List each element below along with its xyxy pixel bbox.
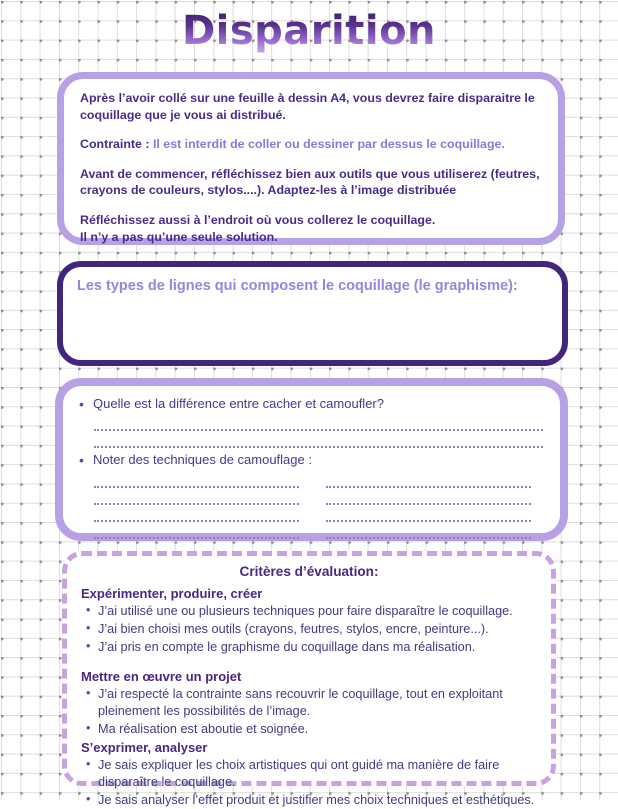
question-2: • Noter des techniques de camouflage :: [76, 452, 546, 469]
criteria-item: • Je sais analyser l’effet produit et justifier mes choix techniques et esthétiques.: [81, 792, 537, 809]
answer-line: [326, 471, 531, 488]
answer-line: [94, 505, 299, 522]
graphisme-box: [57, 261, 568, 366]
criteria-list: [81, 686, 537, 738]
criteria-section-heading: S’exprimer, analyser: [81, 739, 208, 755]
constraint-label: Contrainte :: [80, 137, 150, 152]
intro-paragraph-3-line2: Il n’y a pas qu’une seule solution.: [80, 229, 278, 244]
answer-line: [94, 471, 299, 488]
criteria-title: Critères d’évaluation:: [239, 564, 379, 579]
page-title: Disparition: [0, 8, 618, 54]
answer-line: [94, 522, 299, 539]
answer-line: [326, 488, 531, 505]
graphisme-box-title: Les types de lignes qui composent le coquillage (le graphisme):: [77, 278, 518, 294]
questions-box: [55, 378, 568, 541]
intro-paragraph-1: Après l’avoir collé sur une feuille à dessin A4, vous devrez faire disparaitre le coquillage que je vous ai distribué.: [80, 91, 535, 122]
question-1: • Quelle est la différence entre cacher et camoufler?: [76, 396, 546, 413]
constraint-text: Il est interdit de coller ou dessiner par dessus le coquillage.: [152, 137, 505, 152]
answer-line: [94, 414, 543, 431]
intro-paragraph-3: [80, 212, 541, 245]
criteria-list: [81, 757, 537, 809]
criteria-section-experimenter: [81, 585, 537, 656]
criteria-section-sexprimer: [81, 739, 537, 809]
criteria-section-mettre-en-oeuvre: [81, 668, 537, 738]
criteria-item: • J’ai pris en compte le graphisme du coquillage dans ma réalisation.: [81, 639, 537, 656]
criteria-item: • Je sais expliquer les choix artistiques qui ont guidé ma manière de faire disparaître le coquillage.: [81, 757, 537, 791]
criteria-item: • Ma réalisation est aboutie et soignée.: [81, 721, 537, 738]
answer-line: [94, 488, 299, 505]
answer-line: [326, 522, 531, 539]
criteria-list: [81, 603, 537, 656]
answer-line: [326, 505, 531, 522]
criteria-section-heading: Expérimenter, produire, créer: [81, 586, 263, 602]
criteria-item: • J’ai utilisé une ou plusieurs techniques pour faire disparaître le coquillage.: [81, 603, 537, 620]
intro-box: [57, 72, 565, 245]
intro-paragraph-2: Avant de commencer, réfléchissez bien aux outils que vous utiliserez (feutres, crayons de couleurs, stylos....). Adaptez-les à l’image distribuée: [80, 166, 540, 198]
intro-constraint-line: [80, 136, 541, 153]
criteria-item: • J’ai respecté la contrainte sans recouvrir le coquillage, tout en exploitant pleinement les possibilités de l’image.: [81, 686, 537, 720]
intro-paragraph-3-line1: Réfléchissez aussi à l’endroit où vous collerez le coquillage.: [80, 213, 436, 228]
criteria-section-heading: Mettre en œuvre un projet: [81, 669, 242, 685]
criteria-item: • J’ai bien choisi mes outils (crayons, feutres, stylos, encre, peinture...).: [81, 621, 537, 638]
criteria-box: [62, 551, 556, 808]
answer-line-grid: [94, 471, 531, 556]
answer-line: [94, 431, 543, 448]
